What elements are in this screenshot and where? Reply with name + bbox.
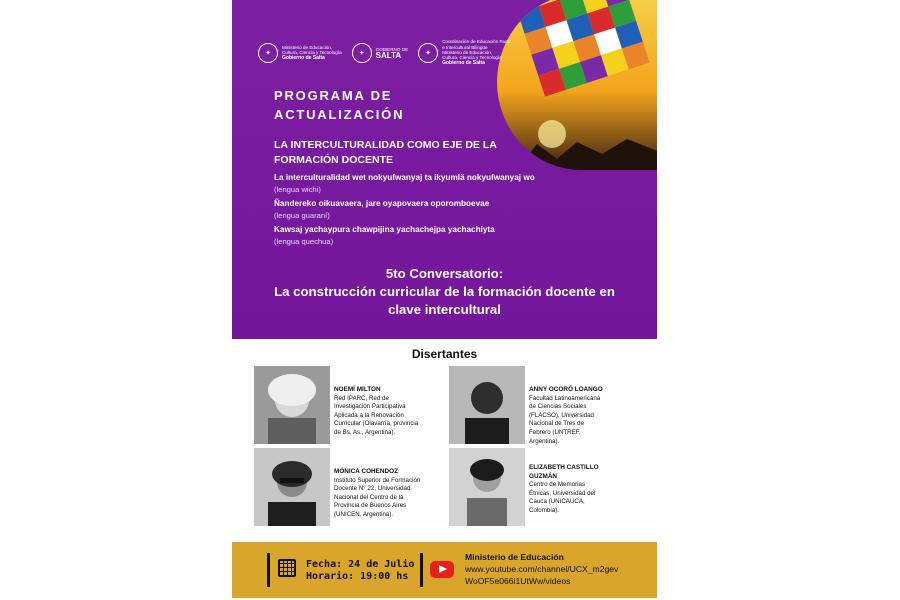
conversatorio-title: 5to Conversatorio: La construcción curricular de la formación docente en clave intercultural xyxy=(274,266,615,317)
languages-list xyxy=(274,170,594,248)
poster xyxy=(232,0,657,600)
logo-bold: SALTA xyxy=(375,50,402,60)
logo-ministerio xyxy=(258,43,342,63)
event-date-time: Fecha: 24 de Julio Horario: 19:00 hs xyxy=(306,559,415,582)
speaker-affiliation: Facultad Latinoamericana de Ciencias Sociales (FLACSO), Universidad Nacional de Tres de Febrero (UNTREF, Argentina). xyxy=(529,394,601,445)
lang-phrase-quechua: Kawsaj yachaypura chawpijina yachachejpa yachachiyta xyxy=(274,225,495,234)
seal-icon: ✦ xyxy=(352,43,372,63)
speaker-name: MÓNICA COHENDOZ xyxy=(334,468,399,475)
speaker-photo xyxy=(449,366,525,444)
divider xyxy=(420,553,423,587)
ministry-label: Ministerio de Educación xyxy=(465,552,564,562)
logos-row xyxy=(258,38,511,68)
logo-coordinacion xyxy=(418,39,510,66)
logo-text: GOBIERNO DE xyxy=(375,47,409,53)
speaker-photo xyxy=(254,448,330,526)
logo-bold: Gobierno de Salta xyxy=(282,55,325,62)
speaker-name: ELIZABETH CASTILLO GUZMÁN xyxy=(529,464,599,480)
seal-icon: ✦ xyxy=(418,43,438,63)
speaker-photo xyxy=(449,448,525,526)
lang-name-wichi: (lengua wichi) xyxy=(274,185,321,194)
speaker-affiliation: Instituto Superior de Formación Docente N° 22, Universidad Nacional del Centro de la Provincia de Buenos Aires (UNICEN, Argentina). xyxy=(334,476,421,518)
disertantes-heading: Disertantes xyxy=(411,347,478,361)
youtube-icon[interactable] xyxy=(430,561,454,578)
speaker-affiliation: Centro de Memorias Étnicas, Universidad del Cauca (UNICAUCA, Colombia). xyxy=(529,481,596,514)
seal-icon: ✦ xyxy=(258,43,278,63)
logo-text: Ministerio de Educación, Cultura, Ciencia y Tecnología xyxy=(282,44,342,55)
speaker-card xyxy=(254,448,440,526)
speaker-card xyxy=(449,366,635,446)
divider xyxy=(267,553,270,587)
youtube-url[interactable]: www.youtube.com/channel/UCX_m2gev WoOF5e066i1UtWw/videos xyxy=(465,564,619,586)
speaker-card xyxy=(449,448,635,526)
event-footer xyxy=(232,542,657,598)
lang-name-guarani: (lengua guaraní) xyxy=(274,211,330,220)
program-title: PROGRAMA DE ACTUALIZACIÓN xyxy=(274,88,405,122)
logo-gobierno xyxy=(352,43,408,63)
lang-phrase-wichi: La interculturalidad wet nokyufwanyaj ta ikyumlä nokyufwanyaj wo xyxy=(274,173,535,182)
logo-bold: Gobierno de Salta xyxy=(442,60,485,67)
header-panel xyxy=(232,0,657,339)
lang-name-quechua: (lengua quechua) xyxy=(274,237,334,246)
speaker-affiliation: Red IPARC, Red de Investigación Participativa Aplicada a la Renovación Curricular (Olavarría, provincia de Bs. As., Argentina). xyxy=(334,394,419,436)
calendar-icon xyxy=(278,559,296,577)
program-subtitle: LA INTERCULTURALIDAD COMO EJE DE LA FORMACIÓN DOCENTE xyxy=(274,139,497,166)
speaker-photo xyxy=(254,366,330,444)
lang-phrase-guarani: Ñandereko oikuavaera, jare oyapovaera oporomboevae xyxy=(274,199,490,208)
speaker-card xyxy=(254,366,440,444)
logo-text: Coordinación de Educación Rural e Intercultural Bilingüe Ministerio de Educación, Cultura, Ciencia y Tecnología xyxy=(442,39,511,61)
speaker-name: NOEMÍ MILTON xyxy=(334,386,381,393)
speaker-name: ANNY OCORÓ LOANGO xyxy=(529,386,603,393)
